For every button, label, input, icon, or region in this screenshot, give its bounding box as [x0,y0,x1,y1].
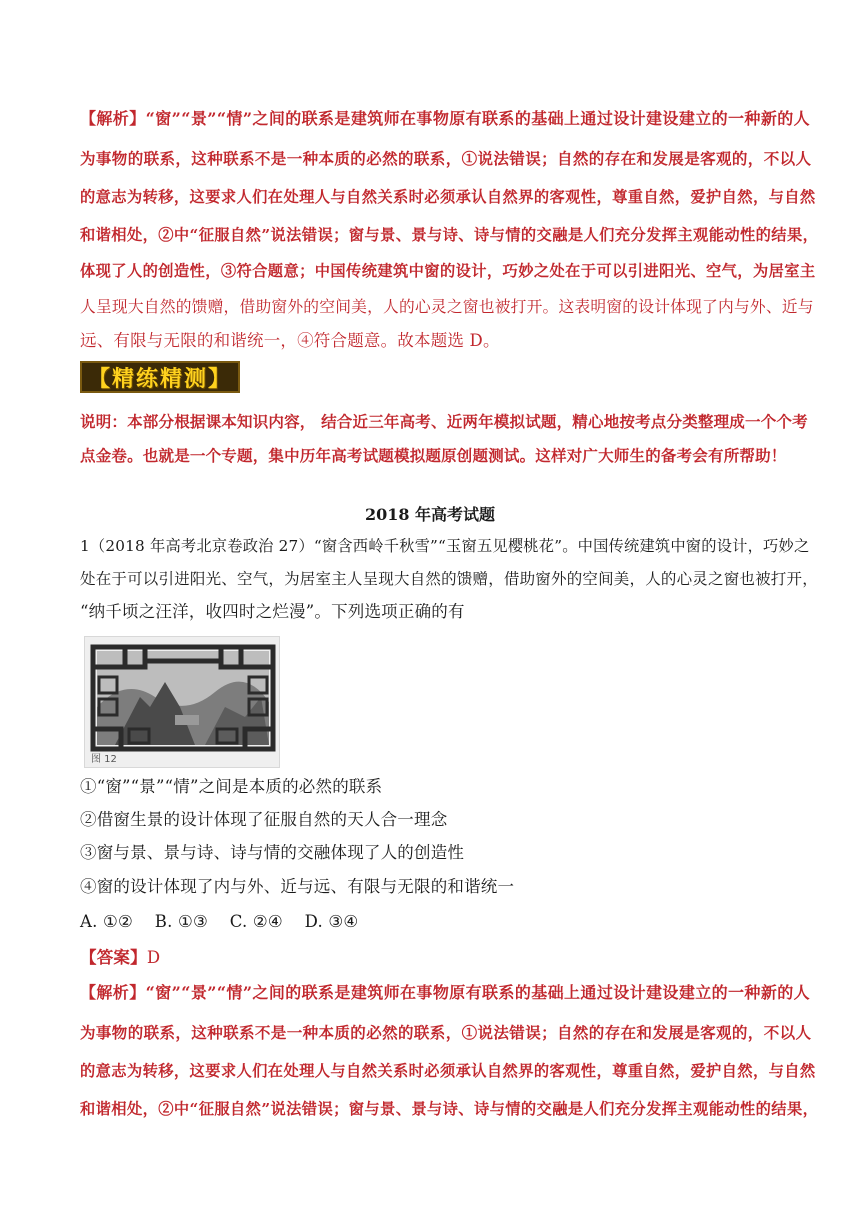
top-analysis-line-6: 人呈现大自然的馈赠，借助窗外的空间美，人的心灵之窗也被打开。这表明窗的设计体现了内与外、近与 [80,297,814,316]
note-line-2: 点金卷。也就是一个专题，集中历年高考试题模拟题原创题测试。这样对广大师生的备考会有所帮助！ [80,446,787,465]
answer-value: D [146,948,161,967]
statement-3: ③窗与景、景与诗、诗与情的交融体现了人的创造性 [80,843,465,862]
bottom-analysis-line-2: 为事物的联系，这种联系不是一种本质的必然的联系，①说法错误；自然的存在和发展是客观的，不以人 [80,1023,812,1042]
section-title: 2018 年高考试题 [364,505,496,524]
note-line-1: 说明：本部分根据课本知识内容， 结合近三年高考、近两年模拟试题，精心地按考点分类整理成一个个考 [80,412,808,431]
statement-4: ④窗的设计体现了内与外、近与远、有限与无限的和谐统一 [80,877,515,896]
analysis-label: 【解析】 [80,983,146,1002]
banner-text: 【精练精测】 [87,366,232,392]
analysis-text: “窗”“景”“情”之间的联系是建筑师在事物原有联系的基础上通过设计建设建立的一种新的人 [145,983,811,1002]
bottom-analysis-line-1 [80,982,810,1004]
practice-banner [80,361,240,393]
top-analysis-line-7: 远、有限与无限的和谐统一，④符合题意。故本题选 D。 [80,331,500,350]
analysis-text: “窗”“景”“情”之间的联系是建筑师在事物原有联系的基础上通过设计建设建立的一种新的人 [145,109,811,128]
statement-2: ②借窗生景的设计体现了征服自然的天人合一理念 [80,810,448,829]
top-analysis-line-2: 为事物的联系，这种联系不是一种本质的必然的联系，①说法错误；自然的存在和发展是客观的，不以人 [80,149,812,168]
window-scene-figure [84,636,280,768]
bottom-analysis-line-3: 的意志为转移，这要求人们在处理人与自然关系时必须承认自然界的客观性，尊重自然，爱护自然，与自然 [80,1062,816,1080]
answer-options: A. ①② B. ①③ C. ②④ D. ③④ [80,912,359,931]
top-analysis-line-4: 和谐相处，②中“征服自然”说法错误；窗与景、景与诗、诗与情的交融是人们充分发挥主观能动性的结果， [80,226,819,244]
figure-caption: 图 12 [91,754,117,765]
question-line-2: 处在于可以引进阳光、空气，为居室主人呈现大自然的馈赠，借助窗外的空间美，人的心灵之窗也被打开， [80,570,818,588]
top-analysis-line-3: 的意志为转移，这要求人们在处理人与自然关系时必须承认自然界的客观性，尊重自然，爱护自然，与自然 [80,188,816,206]
question-line-1: 1（2018 年高考北京卷政治 27）“窗含西岭千秋雪”“玉窗五见樱桃花”。中国传统建筑中窗的设计，巧妙之 [80,537,810,555]
answer-label: 【答案】 [80,948,147,967]
top-analysis-line-5: 体现了人的创造性，③符合题意；中国传统建筑中窗的设计，巧妙之处在于可以引进阳光、空气，为居室主 [80,262,816,280]
analysis-label: 【解析】 [80,109,146,128]
question-line-3: “纳千顷之汪洋，收四时之烂漫”。下列选项正确的有 [80,602,465,621]
answer-line [80,947,160,969]
bottom-analysis-line-4: 和谐相处，②中“征服自然”说法错误；窗与景、景与诗、诗与情的交融是人们充分发挥主观能动性的结果， [80,1100,819,1118]
top-analysis-line-1 [80,108,810,130]
window-scene-image [85,637,280,768]
statement-1: ①“窗”“景”“情”之间是本质的必然的联系 [80,777,383,796]
